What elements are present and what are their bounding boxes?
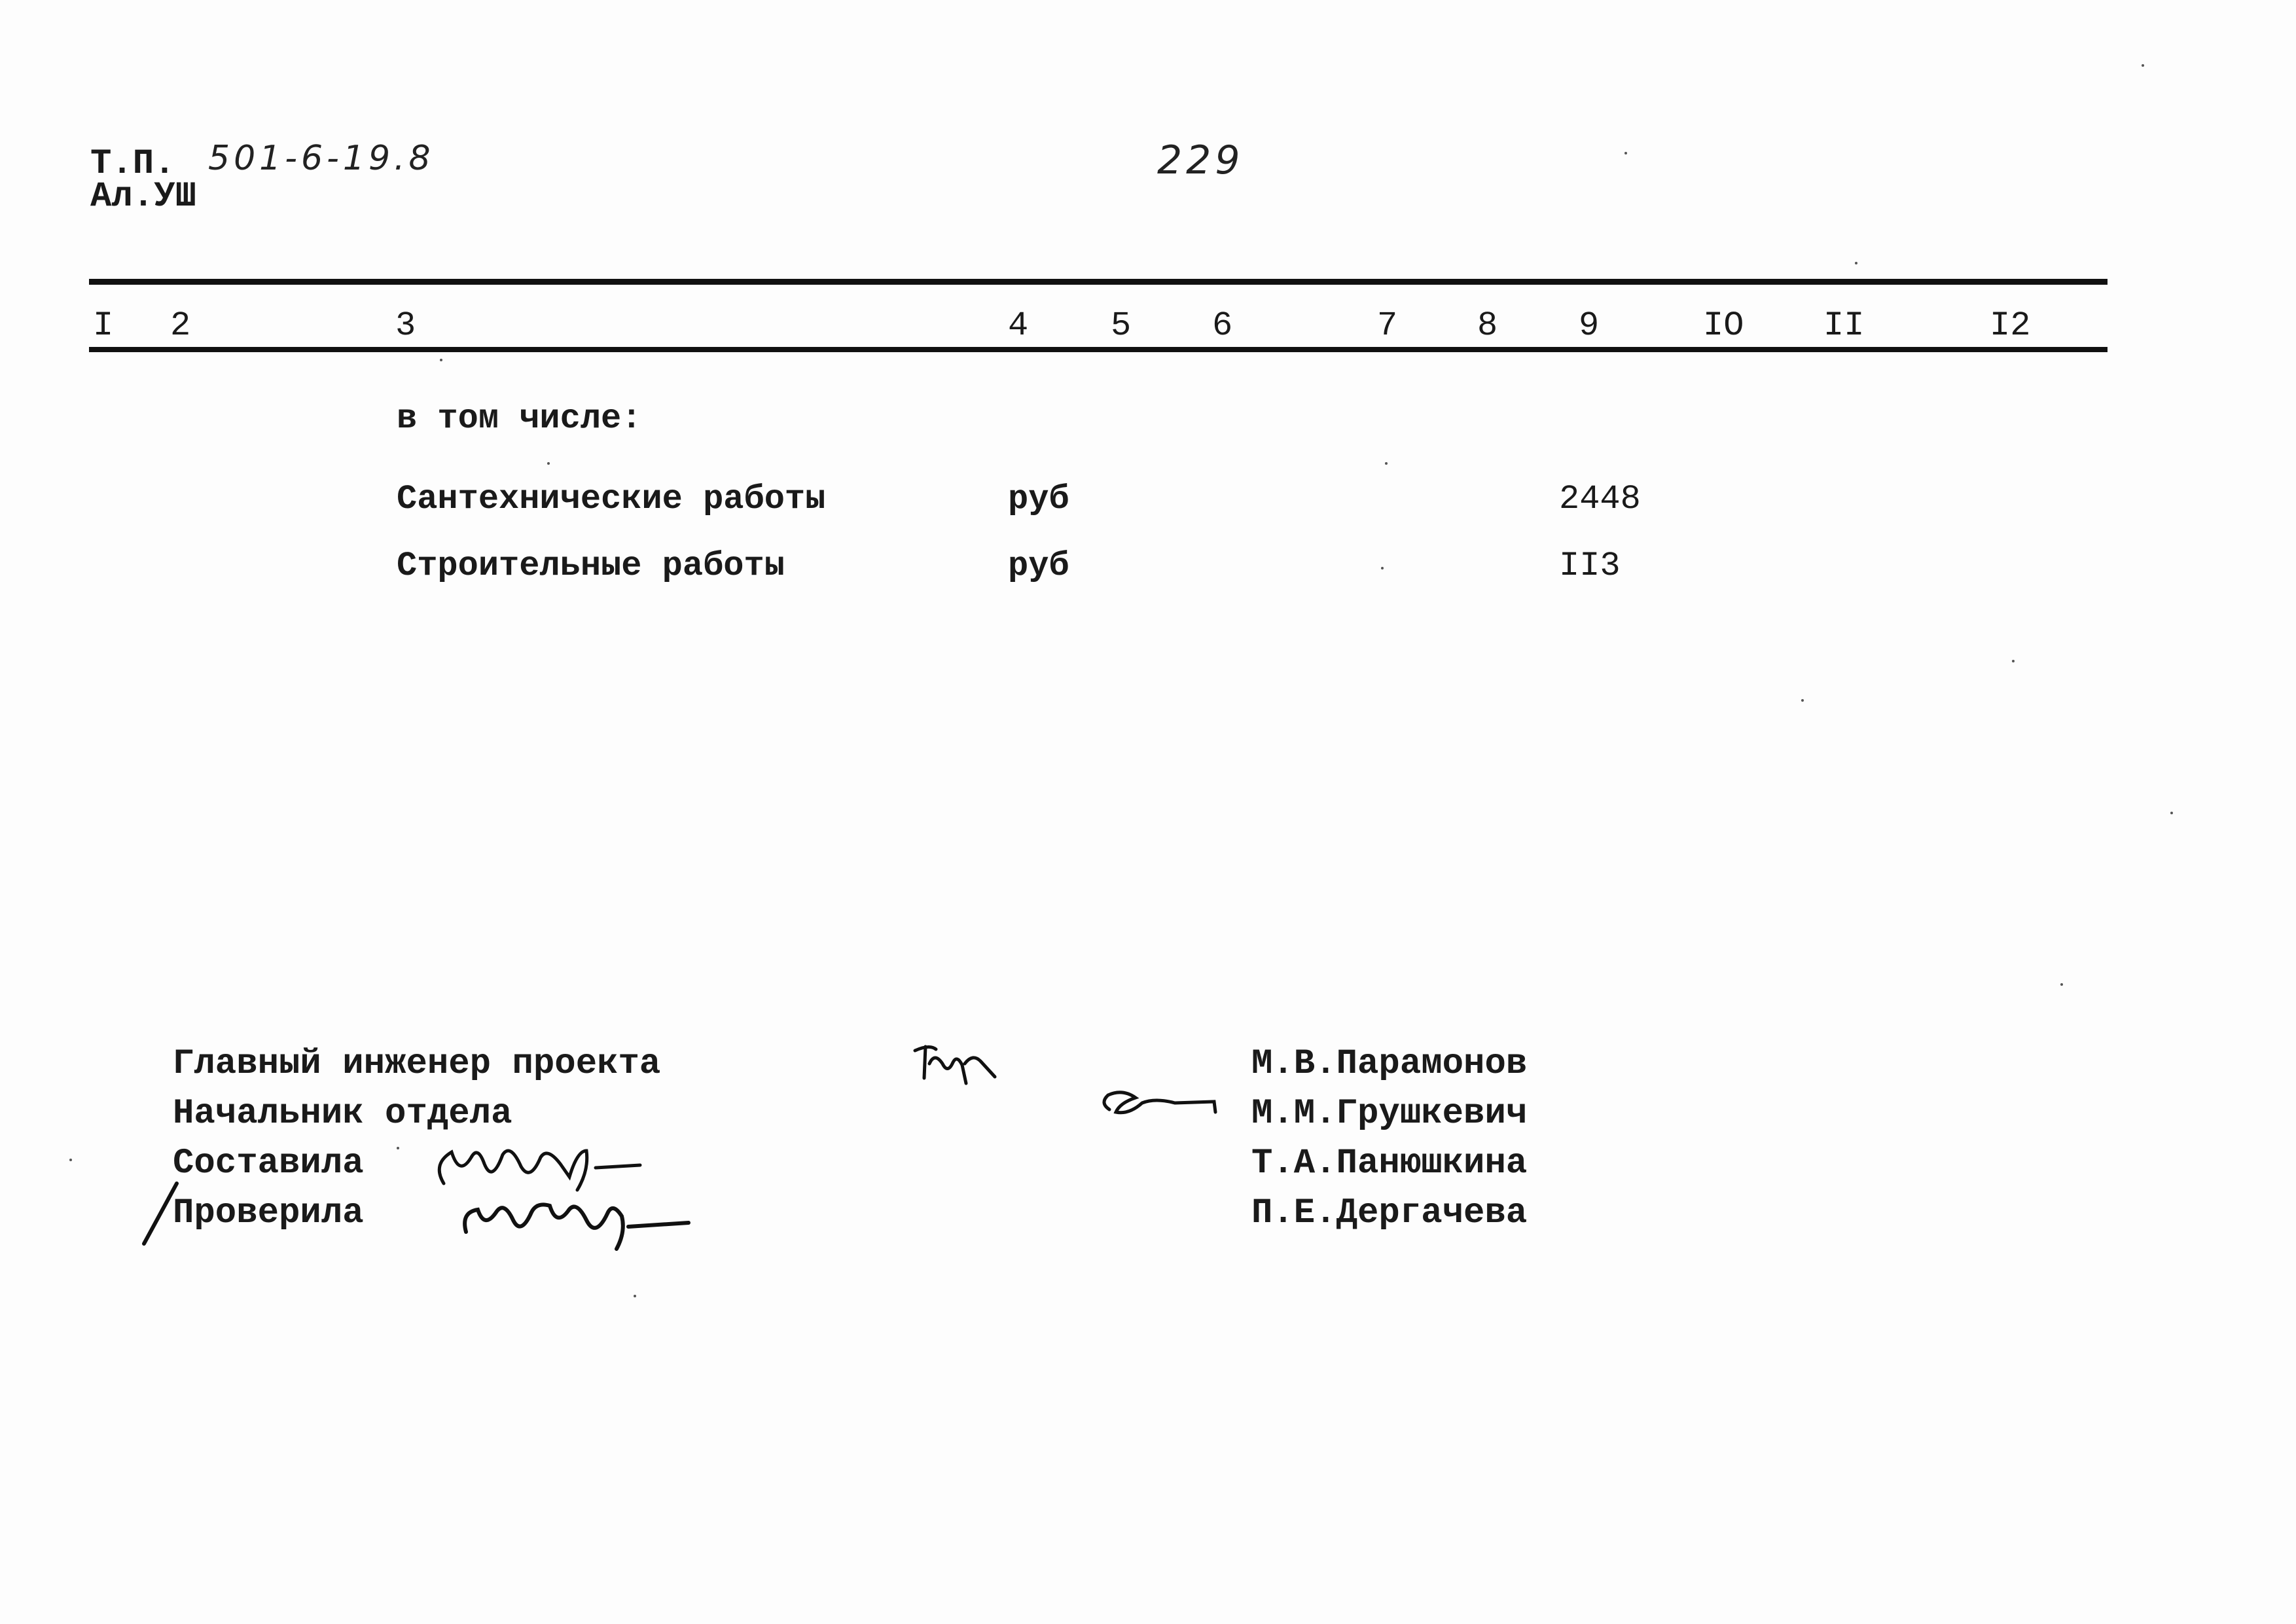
column-number: I2 xyxy=(1990,306,2031,345)
scan-speck xyxy=(397,1147,399,1149)
signature-person: П.Е.Дергачева xyxy=(1251,1193,1528,1233)
scan-speck xyxy=(69,1159,72,1161)
row-unit: руб xyxy=(1008,547,1069,585)
series-label: Т.П. xyxy=(90,144,175,184)
column-number: IO xyxy=(1703,306,1744,345)
scan-speck xyxy=(547,462,550,465)
scan-speck xyxy=(1385,462,1388,465)
table-top-rule xyxy=(89,279,2108,285)
album-label: Ал.УШ xyxy=(90,177,197,217)
column-number: 9 xyxy=(1579,306,1600,345)
column-number: I xyxy=(93,306,114,345)
column-number: 3 xyxy=(395,306,416,345)
column-number: 5 xyxy=(1111,306,1132,345)
signature-scribble-chief-engineer xyxy=(910,1038,1008,1096)
scan-speck xyxy=(1801,699,1804,702)
scan-speck xyxy=(1381,567,1384,569)
series-number: 501-6-19.8 xyxy=(208,139,435,178)
column-number: 2 xyxy=(170,306,191,345)
table-subheading: в том числе: xyxy=(397,399,642,438)
column-number: 4 xyxy=(1008,306,1029,345)
scan-speck xyxy=(634,1295,636,1297)
scan-speck xyxy=(2012,660,2015,662)
signature-person: М.М.Грушкевич xyxy=(1251,1094,1528,1134)
page-number: 229 xyxy=(1157,137,1244,183)
signature-role: Составила xyxy=(173,1144,364,1183)
column-number: 6 xyxy=(1212,306,1233,345)
scan-speck xyxy=(1855,262,1857,264)
scan-speck xyxy=(2142,64,2144,67)
row-name: Сантехнические работы xyxy=(397,480,826,518)
row-unit: руб xyxy=(1008,480,1069,518)
column-number: II xyxy=(1823,306,1865,345)
scan-speck xyxy=(1624,152,1627,154)
signature-role: Проверила xyxy=(173,1193,364,1233)
row-value: II3 xyxy=(1559,547,1621,585)
scan-speck xyxy=(2170,812,2173,814)
signature-scribble-checker xyxy=(458,1186,694,1258)
table-header-rule xyxy=(89,347,2108,352)
row-value: 2448 xyxy=(1559,480,1641,518)
signature-person: Т.А.Панюшкина xyxy=(1251,1144,1528,1183)
signature-role: Главный инженер проекта xyxy=(173,1044,661,1084)
row-name: Строительные работы xyxy=(397,547,785,585)
signature-role: Начальник отдела xyxy=(173,1094,512,1134)
signature-person: М.В.Парамонов xyxy=(1251,1044,1528,1084)
margin-tick-mark xyxy=(137,1178,183,1250)
signature-scribble-department-head xyxy=(1096,1083,1227,1129)
scan-speck xyxy=(2060,983,2063,986)
scan-speck xyxy=(440,359,442,361)
column-number: 8 xyxy=(1477,306,1498,345)
column-number: 7 xyxy=(1377,306,1398,345)
